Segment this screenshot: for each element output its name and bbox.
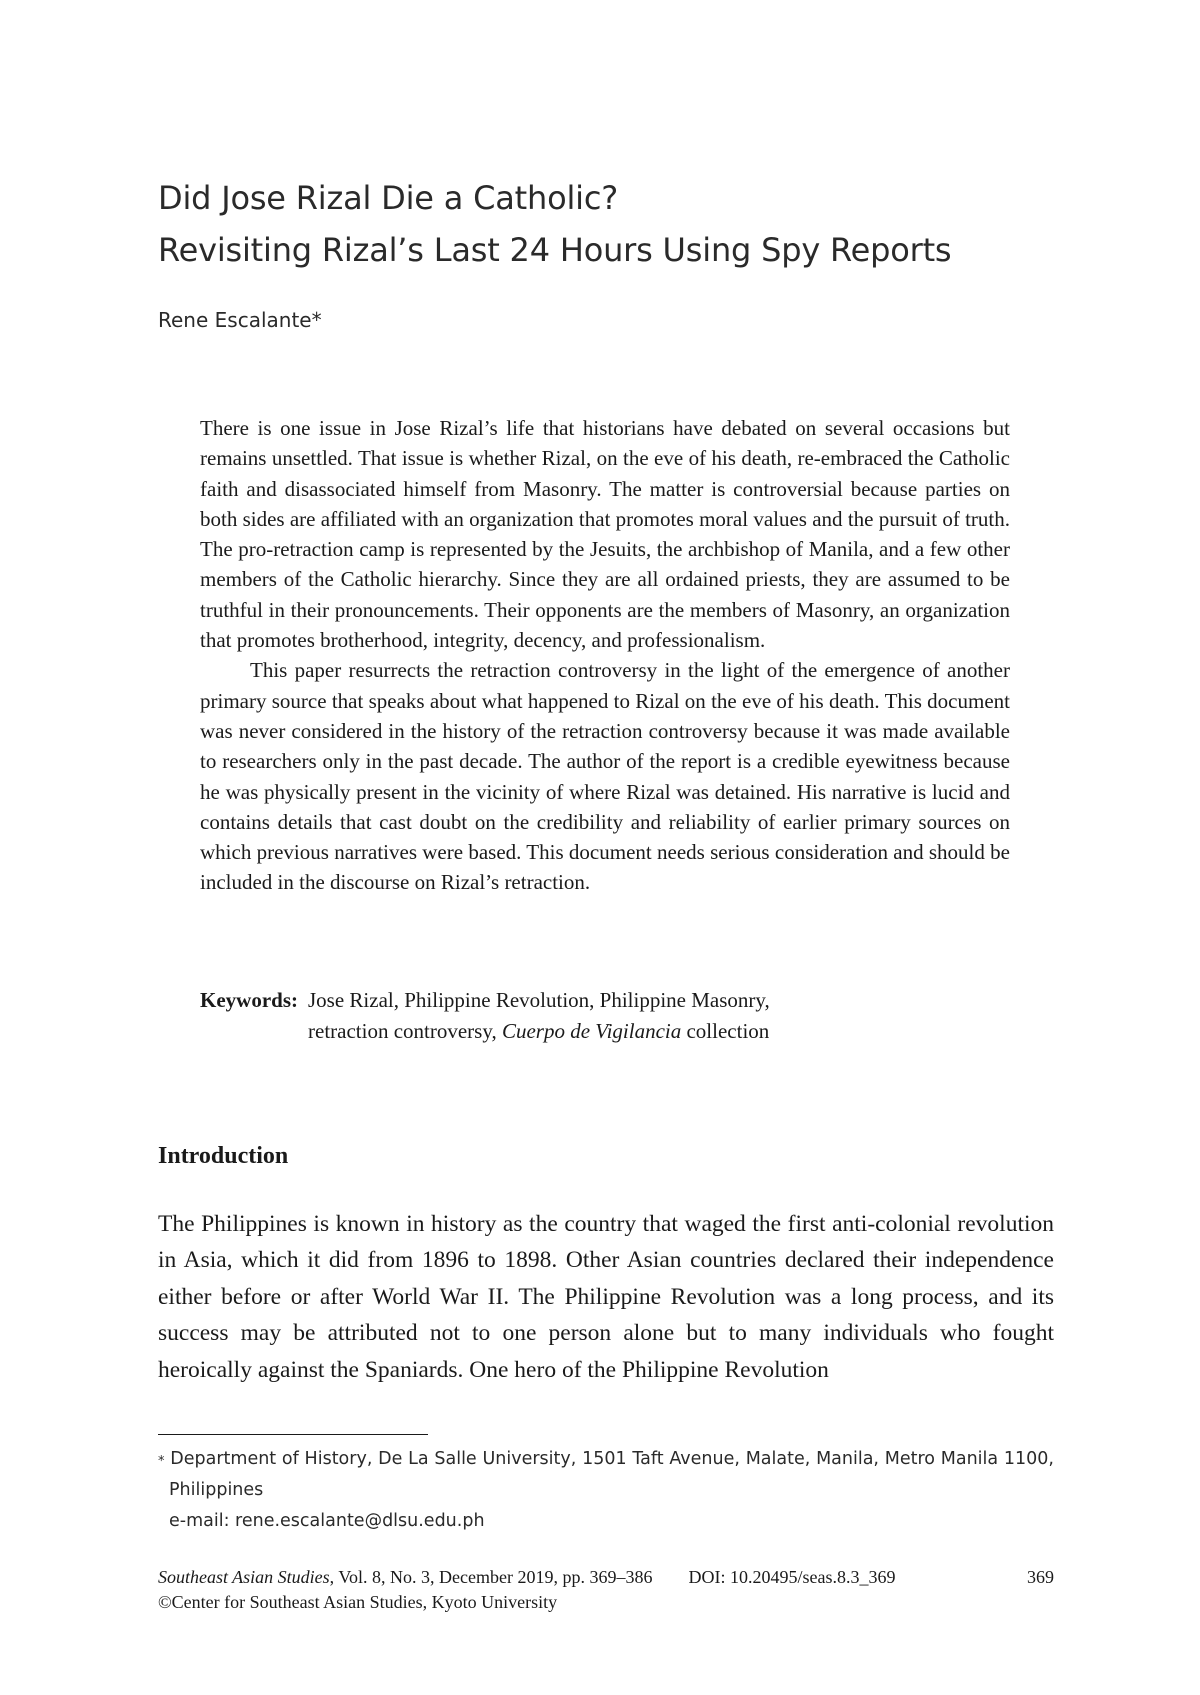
footnote-divider xyxy=(158,1434,428,1435)
footnote-affiliation-text: Department of History, De La Salle University, 1501 Taft Avenue, Malate, Manila, Metro Manila 1100, Philippines xyxy=(169,1449,1054,1500)
copyright-line: ©Center for Southeast Asian Studies, Kyoto University xyxy=(158,1592,558,1612)
title-line-1: Did Jose Rizal Die a Catholic? xyxy=(158,179,619,217)
abstract-paragraph-1: There is one issue in Jose Rizal’s life that historians have debated on several occasions but remains unsettled. That issue is whether Rizal, on the eve of his death, re-embraced the Catholic faith and disassociated himself from Masonry. The matter is controversial because parties on both sides are affiliated with an organization that promotes moral values and the pursuit of truth. The pro-retraction camp is represented by the Jesuits, the archbishop of Manila, and a few other members of the Catholic hierarchy. Since they are all ordained priests, they are assumed to be truthful in their pronouncements. Their opponents are the members of Masonry, an organization that promotes brotherhood, integrity, decency, and professionalism. xyxy=(200,416,1010,653)
journal-name: Southeast Asian Studies xyxy=(158,1567,330,1587)
citation-reference xyxy=(158,1565,652,1590)
author-name: Rene Escalante* xyxy=(158,308,322,332)
footnote-marker: * xyxy=(158,1454,165,1469)
keywords-list xyxy=(308,985,853,1047)
abstract xyxy=(200,413,1010,898)
page-number: 369 xyxy=(1027,1567,1054,1587)
keywords-italic-term: Cuerpo de Vigilancia xyxy=(501,1019,682,1043)
article-title xyxy=(158,172,1058,276)
introduction-paragraph: The Philippines is known in history as the country that waged the first anti-colonial revolution in Asia, which it did from 1896 to 1898. Other Asian countries declared their independence either before or after World War II. The Philippine Revolution was a long process, and its success may be attributed not to one person alone but to many individuals who fought heroically against the Spaniards. One hero of the Philippine Revolution xyxy=(158,1211,1054,1383)
citation-doi: DOI: 10.20495/seas.8.3_369 xyxy=(688,1567,896,1587)
keywords-line-1: Jose Rizal, Philippine Revolution, Philippine Masonry, xyxy=(308,988,770,1012)
footnote-email: e-mail: rene.escalante@dlsu.edu.ph xyxy=(169,1511,485,1531)
journal-citation xyxy=(158,1565,1054,1615)
keywords xyxy=(200,985,1010,1047)
footnote-affiliation xyxy=(158,1444,1054,1506)
section-heading-introduction: Introduction xyxy=(158,1143,289,1169)
citation-details: , Vol. 8, No. 3, December 2019, pp. 369–386 xyxy=(329,1567,653,1587)
citation-row xyxy=(158,1565,1054,1590)
footnote xyxy=(158,1444,1054,1537)
title-line-2: Revisiting Rizal’s Last 24 Hours Using Spy Reports xyxy=(158,231,952,269)
keywords-line-2 xyxy=(308,1016,853,1047)
keywords-line-2-suffix: collection xyxy=(681,1019,770,1043)
keywords-line-2-prefix: retraction controversy, xyxy=(308,1019,502,1043)
keywords-label: Keywords: xyxy=(200,988,298,1012)
abstract-paragraph-2: This paper resurrects the retraction controversy in the light of the emergence of another primary source that speaks about what happened to Rizal on the eve of his death. This document was never considered in the history of the retraction controversy because it was made available to researchers only in the past decade. The author of the report is a credible eyewitness because he was physically present in the vicinity of where Rizal was detained. His narrative is lucid and contains details that cast doubt on the credibility and reliability of earlier primary sources on which previous narratives were based. This document needs serious consideration and should be included in the discourse on Rizal’s retraction. xyxy=(200,658,1010,895)
